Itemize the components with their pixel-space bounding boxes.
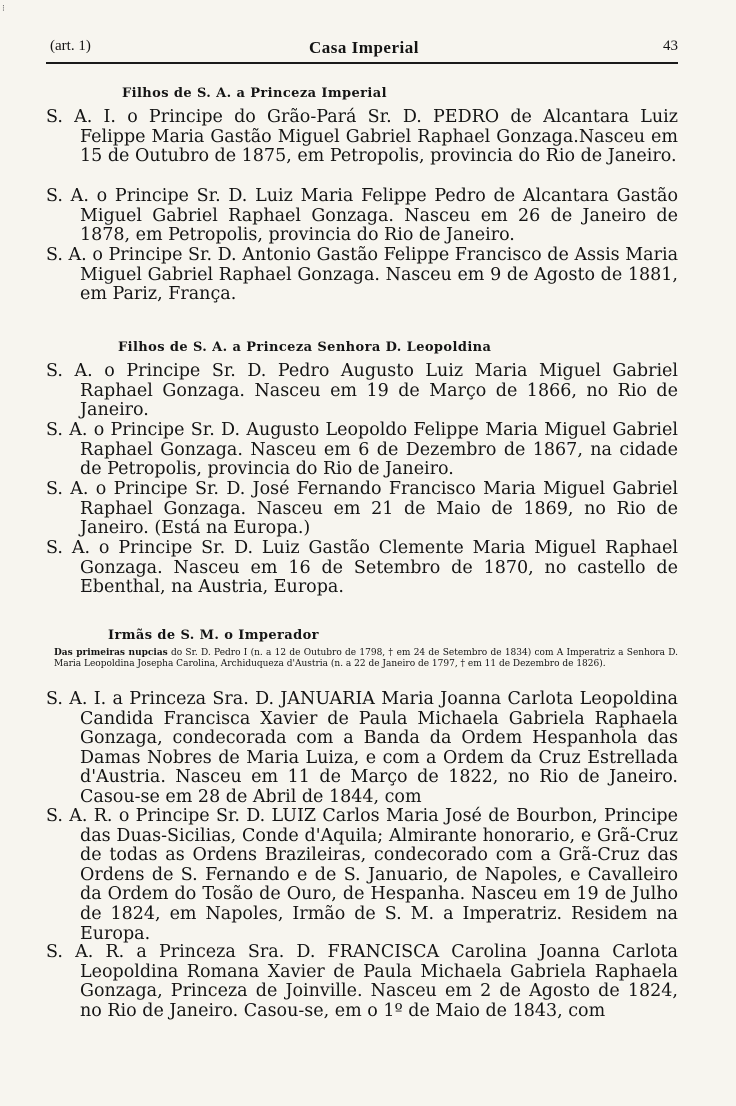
entry-prince-luiz-bourbon: S. A. R. o Principe Sr. D. LUIZ Carlos Maria José de Bourbon, Principe das Duas-Sicilias, Conde d'Aquila; Almirante honorario, e Grã-Cruz de todas as Ordens Brazileiras, condecorado com a Grã-Cruz das Ordens de S. Fernando e de S. Januario, de Napoles, e Cavalleiro da Ordem do Tosão de Ouro, de Hespanha. Nasceu em 19 de Julho de 1824, em Napoles, Irmão de S. M. a Imperatriz. Residem na Europa. xyxy=(46,806,678,944)
entry-prince-antonio: S. A. o Principe Sr. D. Antonio Gastão Felippe Francisco de Assis Maria Miguel Gabriel Raphael Gonzaga. Nasceu em 9 de Agosto de 1881, em Pariz, França. xyxy=(46,245,678,305)
section-title-children-imperial-princess: Filhos de S. A. a Princeza Imperial xyxy=(122,86,387,101)
article-reference: (art. 1) xyxy=(50,38,91,54)
page-number: 43 xyxy=(663,38,678,54)
entry-prince-pedro-augusto: S. A. o Principe Sr. D. Pedro Augusto Luiz Maria Miguel Gabriel Raphael Gonzaga. Nasceu em 19 de Março de 1866, no Rio de Janeiro. xyxy=(46,361,678,421)
entry-princess-januaria: S. A. I. a Princeza Sra. D. JANUARIA Maria Joanna Carlota Leopoldina Candida Francisca Xavier de Paula Michaela Gabriela Raphaela Gonzaga, condecorada com a Banda da Ordem Hespanhola das Damas Nobres de Maria Luiza, e com a Ordem da Cruz Estrellada d'Austria. Nasceu em 11 de Março de 1822, no Rio de Janeiro. Casou-se em 28 de Abril de 1844, com xyxy=(46,689,678,807)
running-title: Casa Imperial xyxy=(309,38,419,57)
genealogy-footnote xyxy=(54,648,678,670)
entry-prince-luiz-gastao: S. A. o Principe Sr. D. Luiz Gastão Clemente Maria Miguel Raphael Gonzaga. Nasceu em 16 de Setembro de 1870, no castello de Ebenthal, na Austria, Europa. xyxy=(46,538,678,598)
running-header xyxy=(50,38,678,62)
section-title-children-princess-leopoldina: Filhos de S. A. a Princeza Senhora D. Leopoldina xyxy=(118,340,492,355)
page-edge-marks: ⁝ xyxy=(2,4,5,14)
entry-prince-augusto-leopoldo: S. A. o Principe Sr. D. Augusto Leopoldo Felippe Maria Miguel Gabriel Raphael Gonzaga. Nasceu em 6 de Dezembro de 1867, na cidade de Petropolis, provincia do Rio de Janeiro. xyxy=(46,420,678,480)
entry-prince-pedro: S. A. I. o Principe do Grão-Pará Sr. D. PEDRO de Alcantara Luiz Felippe Maria Gastão Miguel Gabriel Raphael Gonzaga.Nasceu em 15 de Outubro de 1875, em Petropolis, provincia do Rio de Janeiro. xyxy=(46,107,678,167)
entry-princess-francisca: S. A. R. a Princeza Sra. D. FRANCISCA Carolina Joanna Carlota Leopoldina Romana Xavier de Paula Michaela Gabriela Raphaela Gonzaga, Princeza de Joinville. Nasceu em 2 de Agosto de 1824, no Rio de Janeiro. Casou-se, em o 1º de Maio de 1843, com xyxy=(46,942,678,1021)
footnote-lead: Das primeiras nupcias xyxy=(54,648,168,658)
section-title-sisters-of-emperor: Irmãs de S. M. o Imperador xyxy=(108,628,319,643)
entry-prince-luiz: S. A. o Principe Sr. D. Luiz Maria Felippe Pedro de Alcantara Gastão Miguel Gabriel Raphael Gonzaga. Nasceu em 26 de Janeiro de 1878, em Petropolis, provincia do Rio de Janeiro. xyxy=(46,186,678,246)
footnote-text: do Sr. D. Pedro I (n. a 12 de Outubro de 1798, † em 24 de Setembro de 1834) com A Imperatriz a Senhora D. Maria Leopoldina Josepha Carolina, Archiduqueza d'Austria (n. a 22 de Janeiro de 1797, † em 11 de Dezembro de 1826). xyxy=(54,648,678,669)
entry-prince-jose-fernando: S. A. o Principe Sr. D. José Fernando Francisco Maria Miguel Gabriel Raphael Gonzaga. Nasceu em 21 de Maio de 1869, no Rio de Janeiro. (Está na Europa.) xyxy=(46,479,678,539)
header-rule xyxy=(46,62,678,64)
